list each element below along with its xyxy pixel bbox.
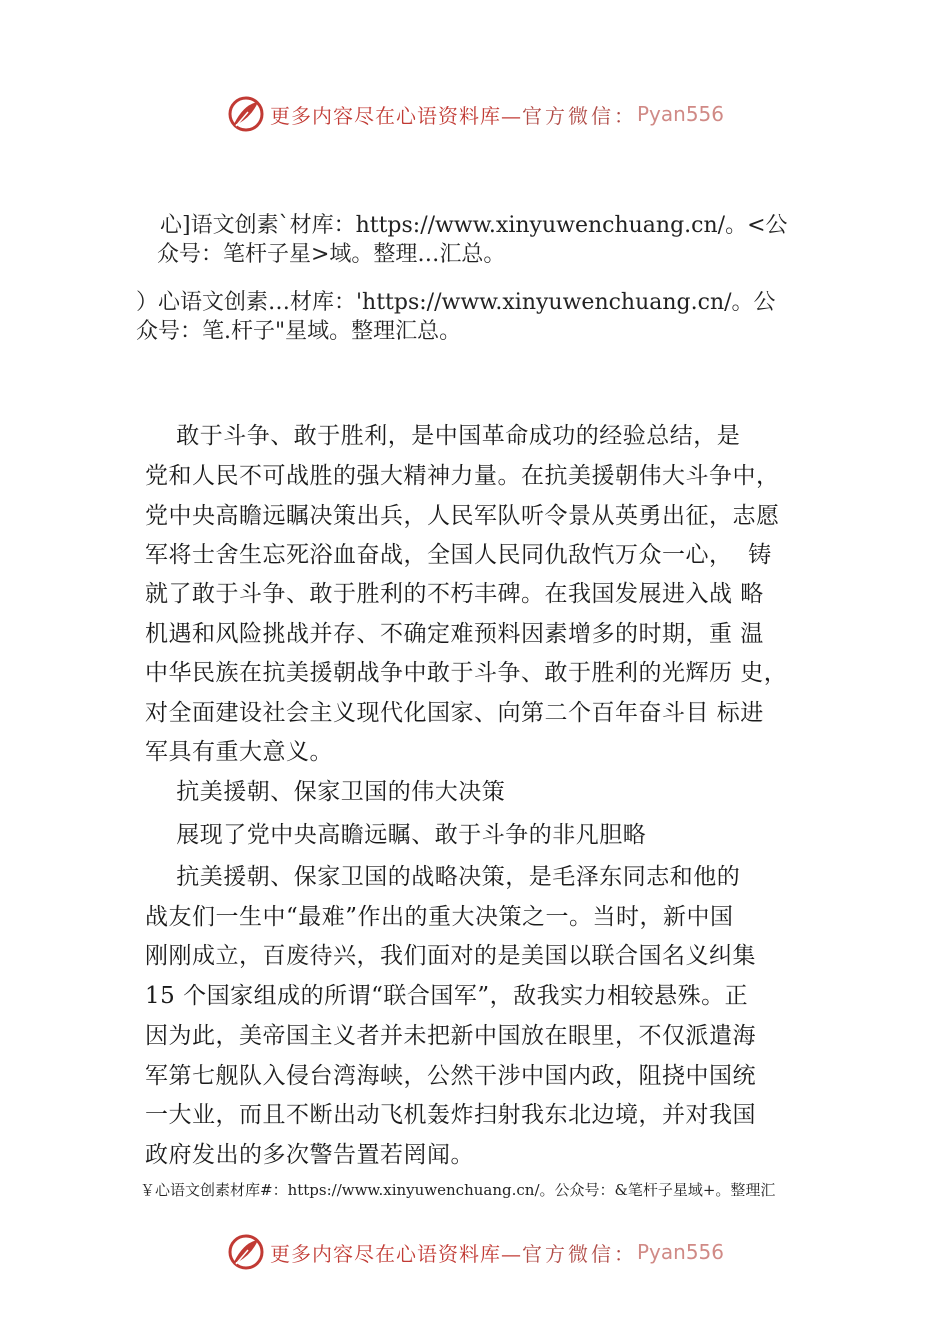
- source-note-line: 众号：笔杆子星>域。整理…汇总。: [157, 242, 506, 267]
- banner-wechat-id: Pyan556: [636, 1240, 724, 1264]
- footer-source-note: ￥心语文创素材库#：https://www.xinyuwenchuang.cn/。公众号：&笔杆子星域+。整理汇: [140, 1181, 776, 1199]
- source-note-line: 众号：笔.杆子"星域。整理汇总。: [136, 319, 462, 344]
- section-heading: 展现了党中央高瞻远瞩、敢于斗争的非凡胆略: [145, 822, 647, 848]
- pen-feather-logo: [226, 94, 266, 134]
- bottom-banner: [0, 1230, 950, 1274]
- source-note-line: ）心语文创素…材库：'https://www.xinyuwenchuang.cn/。公: [136, 290, 776, 315]
- body-line: 战友们一生中“最难”作出的重大决策之一。当时，新中国: [145, 904, 734, 930]
- banner-wechat-id: Pyan556: [636, 102, 724, 126]
- body-line: 一大业，而且不断出动飞机轰炸扫射我东北边境，并对我国: [145, 1102, 756, 1128]
- pen-feather-logo: [226, 1232, 266, 1272]
- body-line: 刚刚成立，百废待兴，我们面对的是美国以联合国名义纠集: [145, 943, 756, 969]
- banner-wechat-label: 官方微信：: [521, 103, 637, 128]
- body-line: 对全面建设社会主义现代化国家、向第二个百年奋斗目 标进: [145, 700, 764, 726]
- body-line: 敢于斗争、敢于胜利，是中国革命成功的经验总结，是: [145, 423, 741, 449]
- body-line: 军具有重大意义。: [145, 739, 333, 765]
- body-line: 抗美援朝、保家卫国的战略决策，是毛泽东同志和他的: [145, 864, 741, 890]
- banner-slogan: 更多内容尽在心语资料库—: [269, 1241, 522, 1266]
- source-note-line: 心]语文创素`材库：https://www.xinyuwenchuang.cn/。<公: [160, 213, 788, 238]
- body-line: 15 个国家组成的所谓“联合国军”，敌我实力相较悬殊。正: [145, 983, 749, 1009]
- body-line: 军将士舍生忘死浴血奋战，全国人民同仇敌忾万众一心， 铸: [145, 542, 772, 568]
- body-line: 因为此，美帝国主义者并未把新中国放在眼里，不仅派遣海: [145, 1023, 756, 1049]
- banner-slogan: 更多内容尽在心语资料库—: [269, 103, 522, 128]
- body-line: 党中央高瞻远瞩决策出兵，人民军队听令景从英勇出征，志愿: [145, 503, 780, 529]
- body-line: 军第七舰队入侵台湾海峡，公然干涉中国内政，阻挠中国统: [145, 1063, 756, 1089]
- body-line: 政府发出的多次警告置若罔闻。: [145, 1142, 474, 1168]
- section-heading: 抗美援朝、保家卫国的伟大决策: [145, 779, 506, 805]
- top-banner: [0, 92, 950, 136]
- body-line: 中华民族在抗美援朝战争中敢于斗争、敢于胜利的光辉历 史，: [145, 660, 788, 686]
- banner-wechat-label: 官方微信：: [521, 1241, 637, 1266]
- body-line: 党和人民不可战胜的强大精神力量。在抗美援朝伟大斗争中，: [145, 463, 780, 489]
- body-line: 就了敢于斗争、敢于胜利的不朽丰碑。在我国发展进入战 略: [145, 581, 764, 607]
- body-line: 机遇和风险挑战并存、不确定难预料因素增多的时期，重 温: [145, 621, 764, 647]
